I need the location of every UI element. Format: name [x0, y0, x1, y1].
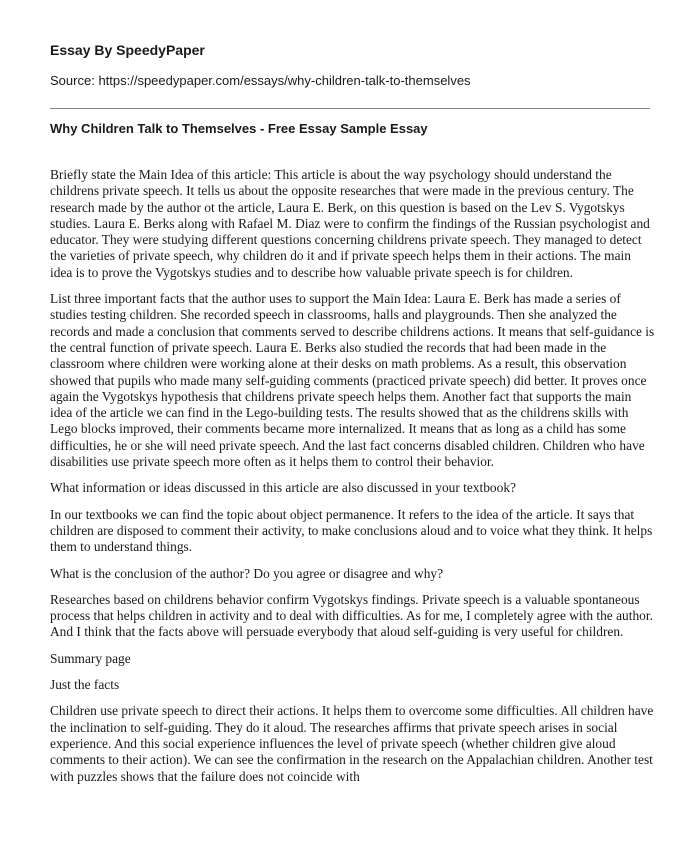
source-line	[50, 73, 471, 88]
header-divider	[50, 108, 650, 109]
paragraph-facts: List three important facts that the author uses to support the Main Idea: Laura E. Berk has made a series of studies testing children. She recorded speech in classrooms, halls and playgrounds. Then she analyzed the records and made a conclusion that comments served to describe childrens actions. It means that self-guidance is the central function of private speech. Laura E. Berks also studied the records that had been made in the classroom where children were working alone at their desks on math problems. As a result, this observation showed that pupils who made many self-guiding comments (practiced private speech) did better. It proves once again the Vygotskys hypothesis that childrens private speech helps them. Another fact that supports the main idea of the article we can find in the Lego-building tests. The results showed that as the childrens skills with Lego blocks improved, their comments became more internalized. It means that as long as a child has some difficulties, he or she will need private speech. And the last fact concerns disabled children. Children who have disabilities use private speech more often as it helps them to control their behavior.	[50, 291, 655, 470]
question-textbook: What information or ideas discussed in this article are also discussed in your textbook?	[50, 480, 516, 496]
question-conclusion: What is the conclusion of the author? Do you agree or disagree and why?	[50, 565, 444, 581]
paragraph-summary: Children use private speech to direct their actions. It helps them to overcome some difficulties. All children have the inclination to self-guiding. They do it aloud. The researches affirms that private speech arises in social experience. And this social experience influences the level of private speech (whether children give aloud comments to their action). We can see the confirmation in the research on the Appalachian children. Another test with puzzles shows that the failure does not coincide with	[50, 703, 654, 784]
facts-heading: Just the facts	[50, 677, 120, 693]
paragraph-textbook: In our textbooks we can find the topic about object permanence. It refers to the idea of the article. It says that children are disposed to comment their activity, to make conclusions aloud and to voice what they think. It helps them to understand things.	[50, 506, 653, 555]
source-label: Source:	[50, 73, 95, 88]
essay-body	[50, 167, 656, 795]
paragraph-main-idea: Briefly state the Main Idea of this article: This article is about the way psychology should understand the childrens private speech. It tells us about the opposite researches that were made in the previous century. The research made by the author ot the article, Laura E. Berk, on this question is based on the Lev S. Vygotskys studies. Laura E. Berks along with Rafael M. Diaz were to confirm the findings of the Russian psychologist and educator. They were studying different questions concerning childrens private speech. They managed to detect the varieties of private speech, why children do it and if private speech helps them in their actions. The main idea is to prove the Vygotskys studies and to describe how valuable private speech is for children.	[50, 167, 650, 280]
paragraph-conclusion: Researches based on childrens behavior confirm Vygotskys findings. Private speech is a valuable spontaneous process that helps children in activity and to deal with difficulties. As for me, I completely agree with the author. And I think that the facts above will persuade everybody that aloud self-guiding is very useful for children.	[50, 591, 653, 640]
summary-heading: Summary page	[50, 650, 131, 666]
site-title: Essay By SpeedyPaper	[50, 42, 205, 58]
source-url: https://speedypaper.com/essays/why-children-talk-to-themselves	[98, 73, 471, 88]
essay-title: Why Children Talk to Themselves - Free Essay Sample Essay	[50, 121, 428, 136]
